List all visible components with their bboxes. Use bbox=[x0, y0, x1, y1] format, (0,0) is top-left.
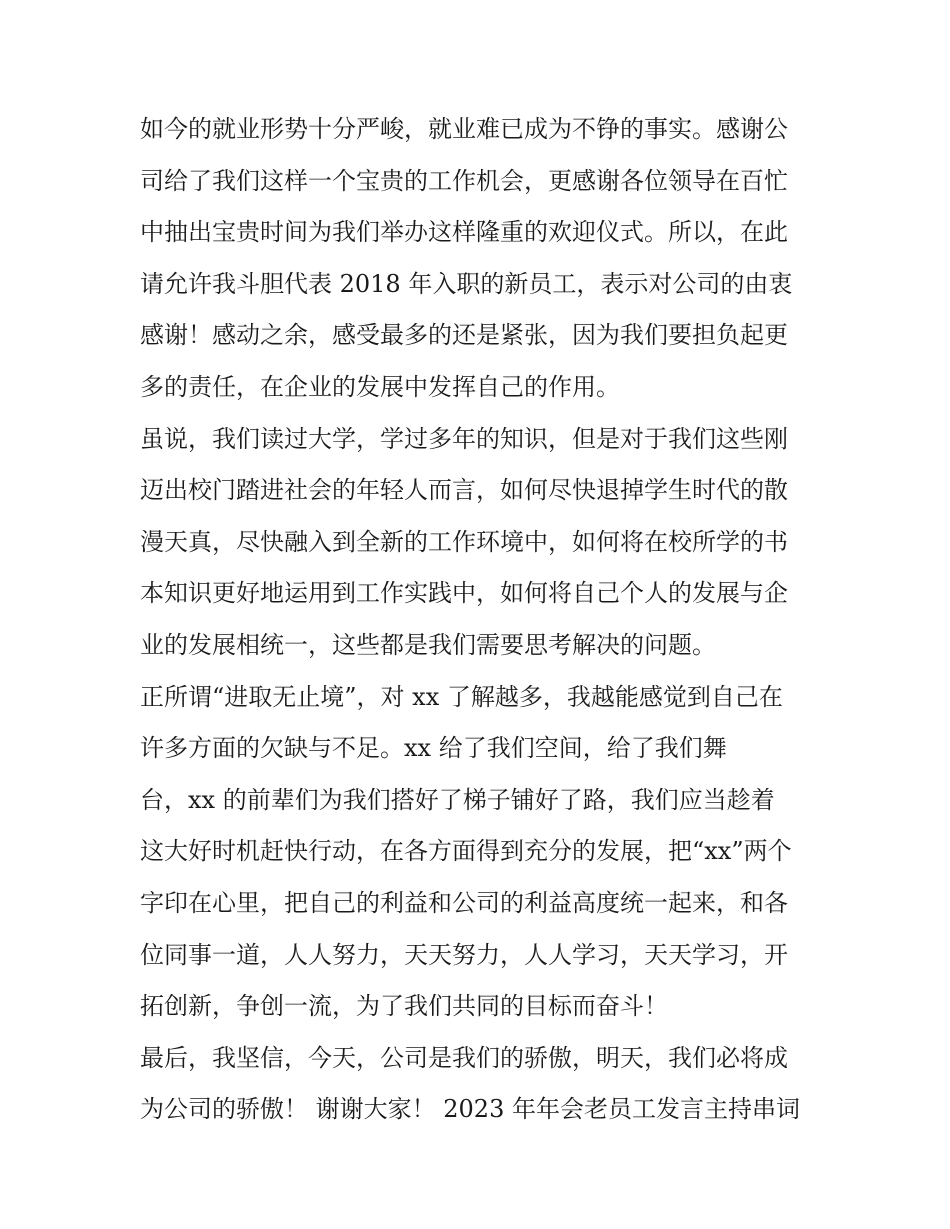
text-line: 多的责任，在企业的发展中发挥自己的作用。 bbox=[140, 372, 620, 401]
text-line: 为公司的骄傲！ 谢谢大家！ 2023 年年会老员工发言主持串词 bbox=[140, 1095, 800, 1124]
text-line: 本知识更好地运用到工作实践中，如何将自己个人的发展与企 bbox=[140, 579, 788, 608]
text-line: 最后，我坚信，今天，公司是我们的骄傲，明天，我们必将成 bbox=[140, 1043, 788, 1072]
text-line: 司给了我们这样一个宝贵的工作机会，更感谢各位领导在百忙 bbox=[140, 166, 788, 195]
text-line: 字印在心里，把自己的利益和公司的利益高度统一起来，和各 bbox=[140, 888, 788, 917]
text-line: 感谢！感动之余，感受最多的还是紧张，因为我们要担负起更 bbox=[140, 321, 788, 350]
text-line: 迈出校门踏进社会的年轻人而言，如何尽快退掉学生时代的散 bbox=[140, 476, 788, 505]
text-line: 拓创新，争创一流，为了我们共同的目标而奋斗！ bbox=[140, 992, 668, 1021]
body-text bbox=[140, 104, 820, 1136]
text-line: 台，xx 的前辈们为我们搭好了梯子铺好了路，我们应当趁着 bbox=[140, 785, 775, 814]
text-line: 虽说，我们读过大学，学过多年的知识，但是对于我们这些刚 bbox=[140, 424, 788, 453]
text-line: 中抽出宝贵时间为我们举办这样隆重的欢迎仪式。所以，在此 bbox=[140, 218, 788, 247]
text-line: 位同事一道，人人努力，天天努力，人人学习，天天学习，开 bbox=[140, 940, 788, 969]
text-line: 这大好时机赶快行动，在各方面得到充分的发展，把“xx”两个 bbox=[140, 837, 792, 866]
text-line: 正所谓“进取无止境”，对 xx 了解越多，我越能感觉到自己在 bbox=[140, 682, 783, 711]
text-line: 请允许我斗胆代表 2018 年入职的新员工，表示对公司的由衷 bbox=[140, 269, 793, 298]
text-line: 业的发展相统一，这些都是我们需要思考解决的问题。 bbox=[140, 630, 716, 659]
text-line: 许多方面的欠缺与不足。xx 给了我们空间，给了我们舞 bbox=[140, 734, 727, 763]
text-line: 如今的就业形势十分严峻，就业难已成为不铮的事实。感谢公 bbox=[140, 115, 788, 143]
text-line: 漫天真，尽快融入到全新的工作环境中，如何将在校所学的书 bbox=[140, 527, 788, 556]
